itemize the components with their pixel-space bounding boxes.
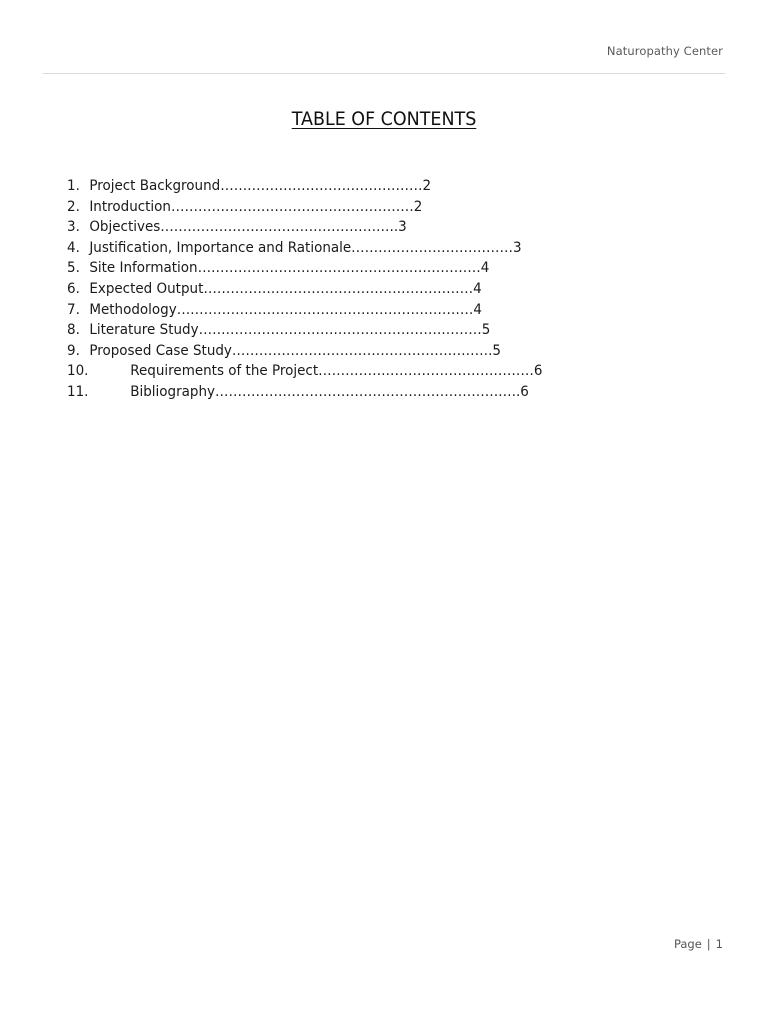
toc-entry-number: 1. (67, 178, 80, 194)
toc-entry-number: 7. (67, 301, 80, 318)
toc-entry-page: 3 (512, 239, 522, 256)
toc-entry-label: Site Information (89, 260, 198, 277)
toc-entry-expected-output (67, 279, 542, 300)
toc-entry-site-information (67, 258, 542, 279)
page-number-footer (674, 937, 723, 951)
page-number: 1 (715, 937, 723, 951)
toc-entry-page: 2 (422, 178, 432, 194)
page-label: Page (673, 937, 702, 951)
toc-entry-literature-study (67, 320, 542, 341)
toc-entry-page: 2 (413, 198, 423, 215)
toc-entry-requirements (67, 361, 542, 382)
toc-entry-label: Objectives (89, 219, 161, 236)
toc-entry-justification (67, 238, 542, 259)
toc-entry-introduction (67, 197, 542, 218)
document-header-title: Naturopathy Center (606, 44, 723, 58)
page-separator: | (706, 937, 711, 951)
toc-entry-leader: ………………………………………………………….. (215, 383, 521, 400)
toc-entry-label: Proposed Case Study (89, 342, 232, 359)
toc-entry-label: Project Background (89, 178, 221, 194)
header-divider (43, 73, 725, 74)
toc-entry-label: Bibliography (130, 383, 216, 400)
toc-entry-page: 6 (533, 363, 543, 380)
toc-entry-number: 2. (67, 198, 80, 215)
toc-entry-number: 3. (67, 219, 80, 236)
table-of-contents (67, 176, 578, 403)
toc-entry-page: 6 (520, 383, 529, 400)
toc-entry-number: 4. (67, 239, 80, 256)
toc-entry-project-background (67, 176, 542, 197)
toc-entry-number: 11. (67, 383, 89, 400)
toc-entry-number: 5. (67, 260, 80, 277)
toc-entry-label: Methodology (89, 301, 177, 318)
toc-entry-page: 5 (492, 342, 502, 359)
toc-entry-leader: ……………………………………………… (170, 198, 414, 215)
toc-entry-leader: …………………………………………………. (231, 342, 493, 359)
toc-entry-leader: ……………………………………………………… (198, 322, 482, 339)
toc-entry-label: Justification, Importance and Rationale (89, 239, 352, 256)
toc-entry-objectives (67, 217, 542, 238)
toc-entry-leader: ………………………………………………………… (176, 301, 474, 318)
toc-entry-number: 10. (67, 363, 89, 380)
toc-entry-label: Requirements of the Project (130, 363, 319, 380)
toc-entry-methodology (67, 300, 542, 321)
toc-entry-page: 5 (481, 322, 491, 339)
toc-entry-leader: …………………………………………….. (160, 219, 399, 236)
toc-entry-bibliography (67, 382, 542, 403)
toc-entry-number: 6. (67, 280, 80, 297)
toc-entry-leader: ………………………………………… (318, 363, 534, 380)
toc-entry-label: Expected Output (89, 280, 204, 297)
toc-heading: TABLE OF CONTENTS (291, 108, 477, 130)
toc-entry-page: 4 (473, 301, 482, 318)
toc-entry-leader: …………………………………………………… (203, 280, 474, 297)
toc-entry-proposed-case-study (67, 341, 542, 362)
toc-entry-leader: ……………………………… (351, 239, 513, 256)
toc-entry-page: 4 (480, 260, 490, 277)
toc-entry-number: 9. (67, 342, 80, 359)
toc-entry-page: 3 (398, 219, 407, 236)
toc-entry-label: Introduction (89, 198, 171, 215)
toc-entry-page: 4 (473, 280, 482, 297)
toc-entry-number: 8. (67, 322, 80, 339)
toc-entry-leader: ……………………………………… (220, 178, 423, 194)
toc-entry-leader: ……………………………………………………… (197, 260, 481, 277)
toc-entry-label: Literature Study (89, 322, 199, 339)
